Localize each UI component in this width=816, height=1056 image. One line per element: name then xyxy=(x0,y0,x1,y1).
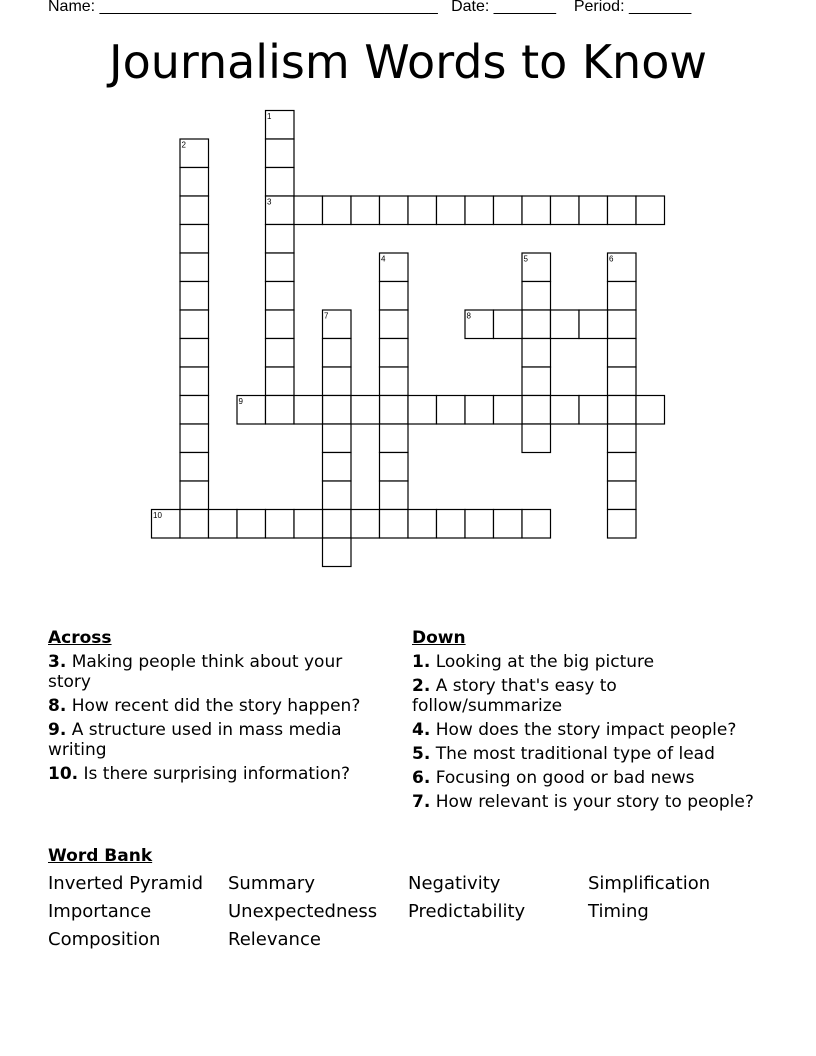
grid-cell[interactable] xyxy=(266,367,295,396)
clue-down-4: 4. How does the story impact people? xyxy=(412,720,737,740)
grid-cell[interactable] xyxy=(266,339,295,368)
clue-number-label: 8 xyxy=(466,311,471,321)
grid-cell[interactable] xyxy=(522,310,551,339)
grid-cell[interactable] xyxy=(579,396,608,425)
grid-cell[interactable] xyxy=(522,339,551,368)
clue-down-7: 7. How relevant is your story to people? xyxy=(412,792,754,812)
word-bank-item: Relevance xyxy=(228,929,321,950)
clue-number-label: 1 xyxy=(267,112,272,121)
clue-across-8: 8. How recent did the story happen? xyxy=(48,696,361,716)
grid-cell[interactable] xyxy=(380,424,409,453)
grid-cell[interactable] xyxy=(380,453,409,482)
name-label: Name: ______________________________________ xyxy=(48,0,438,15)
grid-cell[interactable] xyxy=(522,396,551,425)
grid-cell[interactable] xyxy=(180,453,209,482)
period-label: Period: _______ xyxy=(573,0,692,15)
across-clues xyxy=(48,628,388,788)
grid-cell[interactable] xyxy=(408,196,437,225)
grid-cell[interactable] xyxy=(380,282,409,311)
grid-cell[interactable] xyxy=(323,424,352,453)
grid-cell[interactable] xyxy=(294,396,323,425)
date-label: Date: _______ xyxy=(451,0,557,15)
grid-cell[interactable] xyxy=(494,196,523,225)
grid-cell[interactable] xyxy=(266,168,295,197)
grid-cell[interactable] xyxy=(494,310,523,339)
clue-number-label: 9 xyxy=(238,397,243,406)
word-bank-item: Importance xyxy=(48,901,152,922)
grid-cell[interactable] xyxy=(180,424,209,453)
grid-cell[interactable] xyxy=(180,481,209,510)
grid-cell[interactable] xyxy=(494,396,523,425)
grid-cell[interactable] xyxy=(608,310,637,339)
grid-cell[interactable] xyxy=(408,510,437,539)
grid-cell[interactable] xyxy=(380,196,409,225)
grid-cell[interactable] xyxy=(180,196,209,225)
grid-cell[interactable] xyxy=(522,424,551,453)
grid-cell[interactable] xyxy=(380,396,409,425)
grid-cell[interactable] xyxy=(323,510,352,539)
grid-cell[interactable] xyxy=(608,481,637,510)
word-bank-item: Simplification xyxy=(588,873,711,894)
clue-number-label: 5 xyxy=(523,254,528,264)
grid-cell[interactable] xyxy=(522,196,551,225)
grid-cell[interactable] xyxy=(323,396,352,425)
word-bank-heading: Word Bank xyxy=(48,846,153,866)
grid-cell[interactable] xyxy=(323,196,352,225)
grid-cell[interactable] xyxy=(522,282,551,311)
word-bank-item: Inverted Pyramid xyxy=(48,873,204,894)
clue-across-10: 10. Is there surprising information? xyxy=(48,764,350,784)
grid-cell[interactable] xyxy=(608,453,637,482)
clue-across-3: 3. Making people think about your story xyxy=(48,652,343,692)
grid-cell[interactable] xyxy=(522,510,551,539)
grid-cell[interactable] xyxy=(551,396,580,425)
grid-cell[interactable] xyxy=(266,282,295,311)
grid-cell[interactable] xyxy=(608,339,637,368)
grid-cell[interactable] xyxy=(266,310,295,339)
grid-cell[interactable] xyxy=(408,396,437,425)
grid-cell[interactable] xyxy=(437,196,466,225)
clue-down-2: 2. A story that's easy to follow/summarize xyxy=(412,676,617,716)
grid-cell[interactable] xyxy=(180,510,209,539)
grid-cell[interactable] xyxy=(608,367,637,396)
grid-cell[interactable] xyxy=(180,253,209,282)
grid-cell[interactable] xyxy=(294,510,323,539)
grid-cell[interactable] xyxy=(551,310,580,339)
grid-cell[interactable] xyxy=(351,510,380,539)
word-bank xyxy=(48,873,768,957)
word-bank-item: Predictability xyxy=(408,901,526,922)
grid-cell[interactable] xyxy=(180,310,209,339)
grid-cell[interactable] xyxy=(266,510,295,539)
page-title: Journalism Words to Know xyxy=(109,35,707,89)
grid-cell[interactable] xyxy=(465,196,494,225)
word-bank-item: Unexpectedness xyxy=(228,901,378,922)
grid-cell[interactable] xyxy=(522,367,551,396)
grid-cell[interactable] xyxy=(465,510,494,539)
grid-cell[interactable] xyxy=(180,282,209,311)
clue-down-1: 1. Looking at the big picture xyxy=(412,652,655,672)
grid-cell[interactable] xyxy=(608,282,637,311)
grid-cell[interactable] xyxy=(180,367,209,396)
grid-cell[interactable] xyxy=(636,196,665,225)
grid-cell[interactable] xyxy=(209,510,238,539)
grid-cell[interactable] xyxy=(266,225,295,254)
clue-number-label: 2 xyxy=(181,140,186,150)
grid-cell[interactable] xyxy=(294,196,323,225)
grid-cell[interactable] xyxy=(608,396,637,425)
grid-cell[interactable] xyxy=(380,367,409,396)
grid-cell[interactable] xyxy=(380,310,409,339)
grid-cell[interactable] xyxy=(323,453,352,482)
grid-cell[interactable] xyxy=(237,510,266,539)
grid-cell[interactable] xyxy=(437,510,466,539)
grid-cell[interactable] xyxy=(351,396,380,425)
grid-cell[interactable] xyxy=(608,510,637,539)
grid-cell[interactable] xyxy=(266,253,295,282)
clue-number-label: 6 xyxy=(609,254,614,264)
grid-cell[interactable] xyxy=(180,339,209,368)
clue-number-label: 10 xyxy=(153,511,162,520)
grid-cell[interactable] xyxy=(351,196,380,225)
grid-cell[interactable] xyxy=(494,510,523,539)
across-heading: Across xyxy=(48,628,112,648)
grid-cell[interactable] xyxy=(266,139,295,168)
grid-cell[interactable] xyxy=(579,196,608,225)
clue-across-9: 9. A structure used in mass media writing xyxy=(48,720,342,760)
clue-number-label: 4 xyxy=(381,254,386,264)
word-bank-item: Timing xyxy=(588,901,649,922)
clue-number-label: 7 xyxy=(324,311,329,321)
grid-cell[interactable] xyxy=(323,367,352,396)
grid-cell[interactable] xyxy=(465,396,494,425)
clue-number-label: 3 xyxy=(267,197,272,207)
grid-cell[interactable] xyxy=(551,196,580,225)
grid-cell[interactable] xyxy=(380,510,409,539)
grid-cell[interactable] xyxy=(636,396,665,425)
grid-cell[interactable] xyxy=(323,481,352,510)
grid-cell[interactable] xyxy=(180,396,209,425)
grid-cell[interactable] xyxy=(180,168,209,197)
grid-cell[interactable] xyxy=(266,396,295,425)
grid-cell[interactable] xyxy=(180,225,209,254)
grid-cell[interactable] xyxy=(323,339,352,368)
word-bank-item: Summary xyxy=(228,873,315,894)
grid-cell[interactable] xyxy=(579,310,608,339)
grid-cell[interactable] xyxy=(380,339,409,368)
grid-cell[interactable] xyxy=(608,424,637,453)
grid-cell[interactable] xyxy=(380,481,409,510)
word-bank-item: Composition xyxy=(48,929,161,950)
down-heading: Down xyxy=(412,628,466,648)
clue-down-5: 5. The most traditional type of lead xyxy=(412,744,715,764)
grid-cell[interactable] xyxy=(608,196,637,225)
word-bank-item: Negativity xyxy=(408,873,501,894)
grid-cell[interactable] xyxy=(323,538,352,567)
down-clues xyxy=(412,628,772,816)
grid-cell[interactable] xyxy=(437,396,466,425)
clue-down-6: 6. Focusing on good or bad news xyxy=(412,768,695,788)
